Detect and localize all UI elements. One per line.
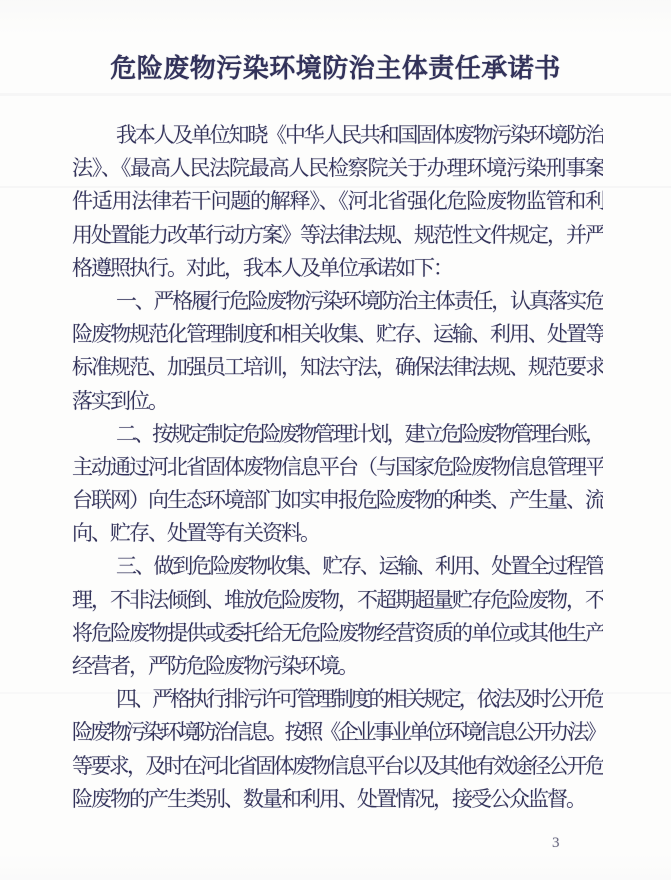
- text-line: 台联网）向生态环境部门如实申报危险废物的种类、产生量、流: [72, 488, 603, 513]
- text-line: 我本人及单位知晓《中华人民共和国固体废物污染环境防治: [116, 123, 603, 147]
- text-line: 四、严格执行排污许可管理制度的相关规定，依法及时公开危: [116, 687, 603, 712]
- text-line: 一、严格履行危险废物污染环境防治主体责任，认真落实危: [116, 288, 603, 313]
- text-line: 险废物规范化管理制度和相关收集、贮存、运输、利用、处置等: [72, 322, 603, 347]
- text-line: 等要求，及时在河北省固体废物信息平台以及其他有效途径公开危: [72, 753, 603, 778]
- page-number: 3: [552, 835, 562, 851]
- text-line: 法》、《最高人民法院最高人民检察院关于办理环境污染刑事案: [72, 156, 603, 181]
- text-line: 向、贮存、处置等有关资料。: [72, 521, 319, 546]
- text-line: 险废物污染环境防治信息。按照《企业事业单位环境信息公开办法》: [72, 720, 603, 745]
- text-line: 三、做到危险废物收集、贮存、运输、利用、处置全过程管: [116, 554, 603, 579]
- text-line: 二、按规定制定危险废物管理计划，建立危险废物管理台账，: [116, 421, 603, 446]
- scan-artifact: [0, 93, 671, 96]
- text-line: 主动通过河北省固体废物信息平台（与国家危险废物信息管理平: [72, 454, 603, 479]
- text-line: 格遵照执行。对此，我本人及单位承诺如下：: [72, 255, 452, 280]
- text-line: 将危险废物提供或委托给无危险废物经营资质的单位或其他生产: [72, 620, 603, 645]
- document-body: [72, 119, 603, 816]
- text-line: 用处置能力改革行动方案》等法律法规、规范性文件规定，并严: [72, 222, 603, 247]
- text-line: 件适用法律若干问题的解释》、《河北省强化危险废物监管和利: [72, 189, 603, 214]
- text-line: 险废物的产生类别、数量和利用、处置情况，接受公众监督。: [72, 786, 585, 811]
- text-line: 标准规范、加强员工培训，知法守法，确保法律法规、规范要求: [72, 355, 603, 380]
- document-title: 危险废物污染环境防治主体责任承诺书: [110, 54, 561, 83]
- text-line: 理，不非法倾倒、堆放危险废物，不超期超量贮存危险废物，不: [72, 587, 603, 612]
- text-line: 落实到位。: [72, 388, 167, 413]
- text-line: 经营者，严防危险废物污染环境。: [72, 654, 357, 678]
